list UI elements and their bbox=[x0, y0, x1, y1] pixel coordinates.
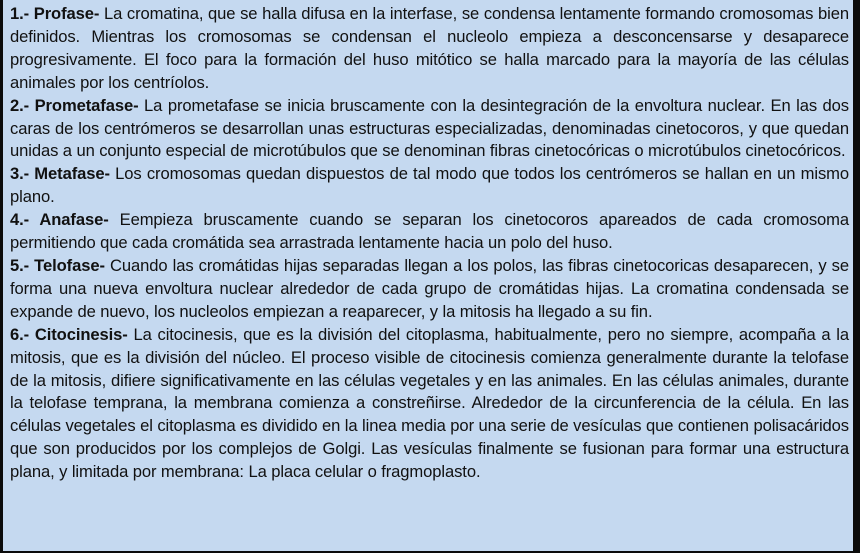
phase-description: La citocinesis, que es la división del citoplasma, habitualmente, pero no siempre, acompaña a la mitosis, que es la división del núcleo. El proceso visible de citocinesis comienza generalmente durante la telofase de la mitosis, difiere significativamente en las células vegetales y en las animales. En las células animales, durante la telofase temprana, la membrana comienza a constreñirse. Alrededor de la circunferencia de la célula. En las células vegetales el citoplasma es dividido en la linea media por una serie de vesículas que contienen polisacáridos que son producidos por los complejos de Golgi. Las vesículas finalmente se fusionan para formar una estructura plana, y limitada por membrana: La placa celular o fragmoplasto. bbox=[10, 324, 850, 482]
phase-title: 4.- Anafase- bbox=[10, 210, 109, 230]
phase-title: 1.- Profase- bbox=[10, 4, 100, 23]
phase-description: Los cromosomas quedan dispuestos de tal modo que todos los centrómeros se hallan en un mismo plano. bbox=[10, 164, 849, 207]
phase-telophase bbox=[10, 255, 849, 324]
phase-metaphase bbox=[10, 163, 849, 209]
phase-description: La prometafase se inicia bruscamente con la desintegración de la envoltura nuclear. En las dos caras de los centrómeros se desarrollan unas estructuras especializadas, denominadas cinetocoros, y que quedan unidas a un conjunto especial de microtúbulos que se denominan fibras cinetocóricas o microtúbulos cinetocóricos. bbox=[10, 95, 849, 161]
phase-title: 6.- Citocinesis- bbox=[10, 324, 128, 344]
phase-cytokinesis bbox=[10, 324, 849, 484]
phase-description: La cromatina, que se halla difusa en la interfase, se condensa lentamente formando cromosomas bien definidos. Mientras los cromosomas se condensan el nucleolo empieza a desconcensarse y desaparece progresivamente. El foco para la formación del huso mitótico se halla marcado para la mayoría de las células animales por los centríolos. bbox=[10, 4, 849, 92]
phase-description: Eempieza bruscamente cuando se separan los cinetocoros apareados de cada cromosoma permitiendo que cada cromátida sea arrastrada lentamente hacia un polo del huso. bbox=[10, 210, 849, 253]
phase-title: 2.- Prometafase- bbox=[10, 95, 139, 115]
phase-prometaphase bbox=[10, 95, 849, 164]
phase-description: Cuando las cromátidas hijas separadas llegan a los polos, las fibras cinetocoricas desaparecen, y se forma una nueva envoltura nuclear alrededor de cada grupo de cromátidas hijas. La cromatina condensada se expande de nuevo, los nucleolos empiezan a reaparecer, y la mitosis ha llegado a su fin. bbox=[10, 255, 849, 321]
phase-anaphase bbox=[10, 209, 849, 255]
phase-prophase bbox=[10, 3, 849, 95]
mitosis-phases-panel bbox=[3, 0, 853, 551]
phase-title: 5.- Telofase- bbox=[10, 255, 105, 275]
phase-title: 3.- Metafase- bbox=[10, 164, 110, 184]
